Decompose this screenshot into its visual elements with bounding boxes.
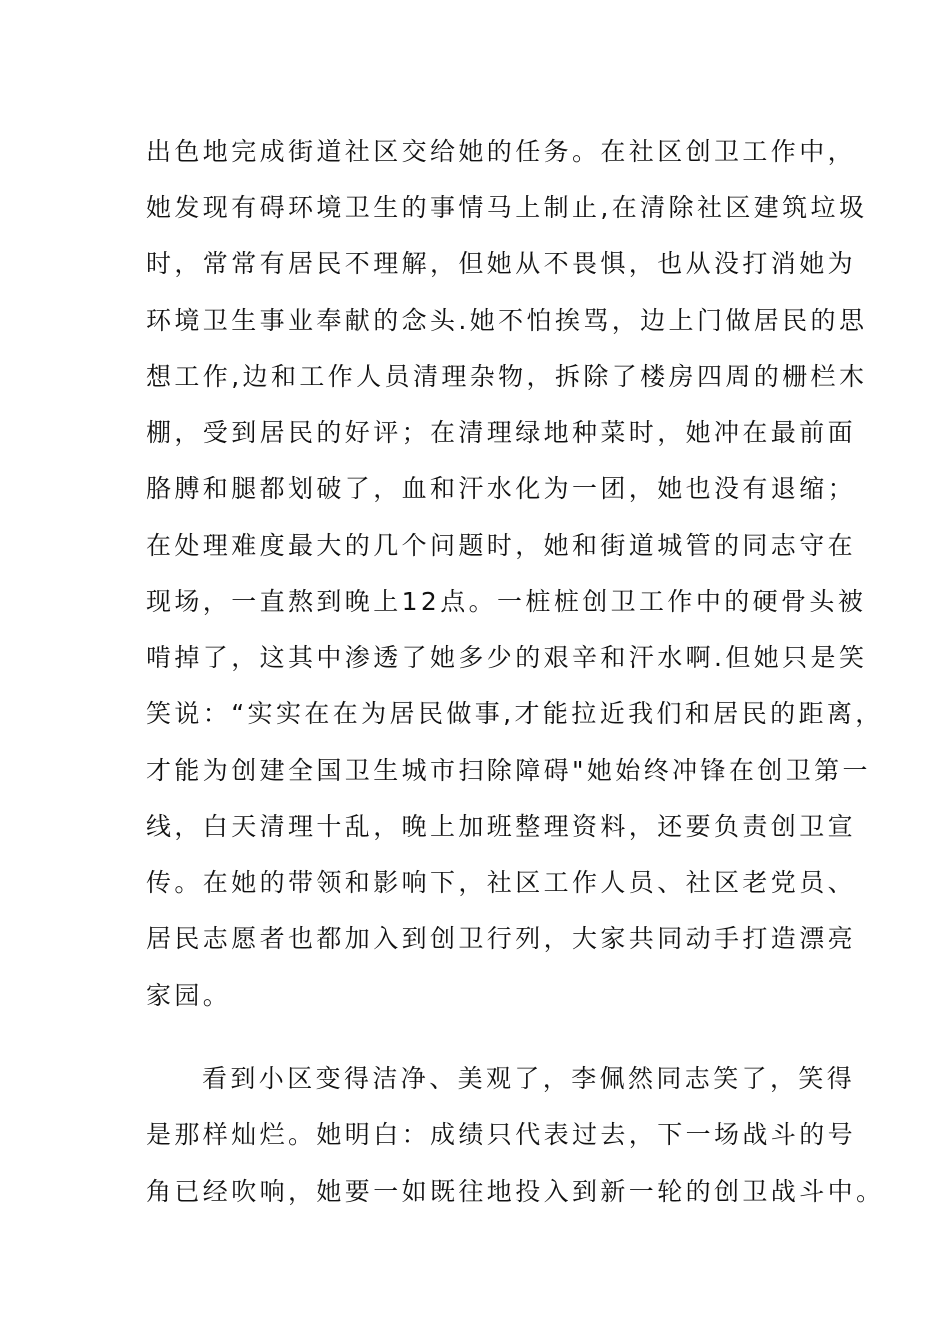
text-line: 想工作,边和工作人员清理杂物，拆除了楼房四周的栅栏木 xyxy=(146,362,868,391)
text-line: 是那样灿烂。她明白：成绩只代表过去，下一场战斗的号 xyxy=(146,1120,857,1149)
text-line: 出色地完成街道社区交给她的任务。在社区创卫工作中， xyxy=(146,137,857,166)
text-line: 棚，受到居民的好评；在清理绿地种菜时，她冲在最前面 xyxy=(146,418,857,447)
text-line: 线，白天清理十乱，晚上加班整理资料，还要负责创卫宣 xyxy=(146,812,857,841)
text-line: 居民志愿者也都加入到创卫行列，大家共同动手打造漂亮 xyxy=(146,924,857,953)
text-line: 才能为创建全国卫生城市扫除障碍"她始终冲锋在创卫第一 xyxy=(146,756,871,785)
text-line: 啃掉了，这其中渗透了她多少的艰辛和汗水啊.但她只是笑 xyxy=(146,643,868,672)
text-line: 现场，一直熬到晚上12点。一桩桩创卫工作中的硬骨头被 xyxy=(146,587,867,616)
text-line: 在处理难度最大的几个问题时，她和街道城管的同志守在 xyxy=(146,531,857,560)
text-line: 角已经吹响，她要一如既往地投入到新一轮的创卫战斗中。 xyxy=(146,1177,885,1206)
text-line: 笑说：“实实在在为居民做事,才能拉近我们和居民的距离， xyxy=(146,699,884,728)
text-line: 胳膊和腿都划破了，血和汗水化为一团，她也没有退缩； xyxy=(146,474,857,503)
text-line: 家园。 xyxy=(146,981,232,1010)
text-line: 她发现有碍环境卫生的事情马上制止,在清除社区建筑垃圾 xyxy=(146,193,868,222)
text-line: 传。在她的带领和影响下，社区工作人员、社区老党员、 xyxy=(146,868,857,897)
text-line: 环境卫生事业奉献的念头.她不怕挨骂，边上门做居民的思 xyxy=(146,306,868,335)
text-line: 时，常常有居民不理解，但她从不畏惧，也从没打消她为 xyxy=(146,249,857,278)
text-line: 看到小区变得洁净、美观了，李佩然同志笑了，笑得 xyxy=(202,1064,856,1093)
